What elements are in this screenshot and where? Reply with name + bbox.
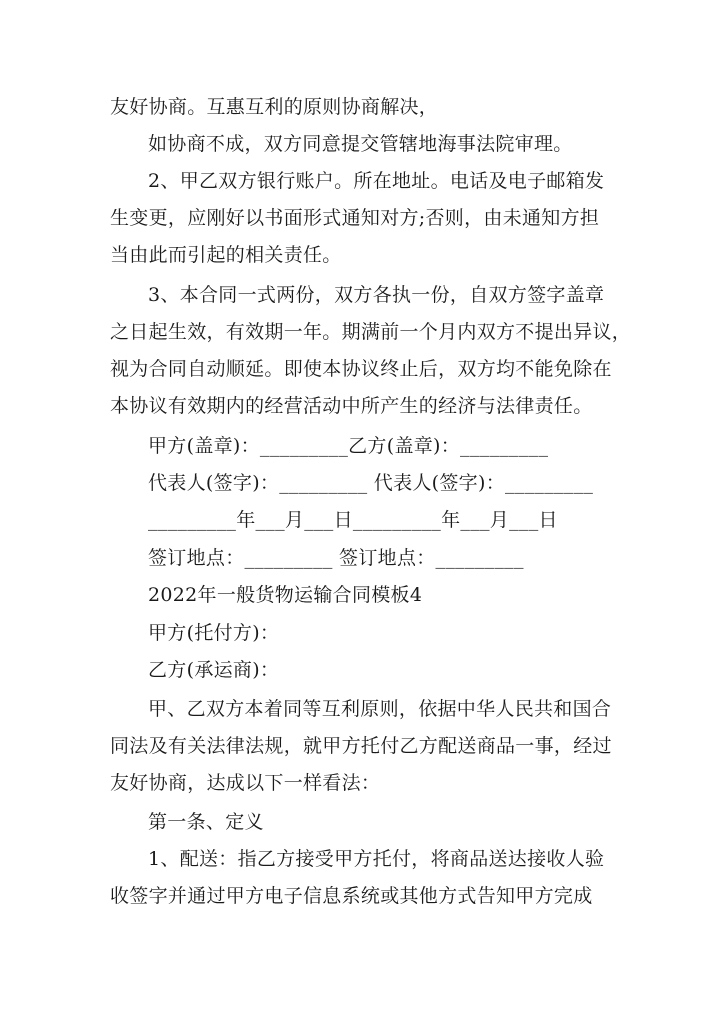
paragraph-line: 1、配送：指乙方接受甲方托付，将商品送达接收人验	[148, 848, 605, 870]
section-title: 2022年一般货物运输合同模板4	[148, 584, 423, 606]
party-a-label: 甲方(托付方)：	[148, 622, 280, 644]
paragraph-line: 友好协商。互惠互利的原则协商解决，	[110, 96, 439, 118]
paragraph-line: 本协议有效期内的经营活动中所产生的经济与法律责任。	[110, 395, 593, 417]
paragraph-line: 生变更，应刚好以书面形式通知对方;否则，由未通知方担	[110, 207, 600, 229]
paragraph-line: 之日起生效，有效期一年。期满前一个月内双方不提出异议，	[110, 321, 632, 343]
signature-line-seal: 甲方(盖章)：_________乙方(盖章)：_________	[148, 435, 549, 457]
article-heading: 第一条、定义	[148, 811, 264, 833]
party-b-label: 乙方(承运商)：	[148, 659, 280, 681]
paragraph-line: 友好协商，达成以下一样看法：	[110, 772, 381, 794]
signature-line-representative: 代表人(签字)：_________ 代表人(签字)：_________	[148, 472, 594, 494]
paragraph-line: 如协商不成，双方同意提交管辖地海事法院审理。	[148, 133, 573, 155]
paragraph-line: 收签字并通过甲方电子信息系统或其他方式告知甲方完成	[110, 885, 593, 907]
signature-line-date: _________年___月___日_________年___月___日	[148, 509, 558, 531]
paragraph-line: 3、本合同一式两份，双方各执一份，自双方签字盖章	[148, 284, 605, 306]
paragraph-line: 视为合同自动顺延。即使本协议终止后，双方均不能免除在	[110, 358, 612, 380]
paragraph-line: 甲、乙双方本着同等互利原则，依据中华人民共和国合	[148, 698, 612, 720]
signature-line-place: 签订地点：_________ 签订地点：_________	[148, 547, 524, 569]
paragraph-line: 当由此而引起的相关责任。	[110, 244, 342, 266]
paragraph-line: 同法及有关法律法规，就甲方托付乙方配送商品一事，经过	[110, 735, 612, 757]
paragraph-line: 2、甲乙双方银行账户。所在地址。电话及电子邮箱发	[148, 170, 605, 192]
